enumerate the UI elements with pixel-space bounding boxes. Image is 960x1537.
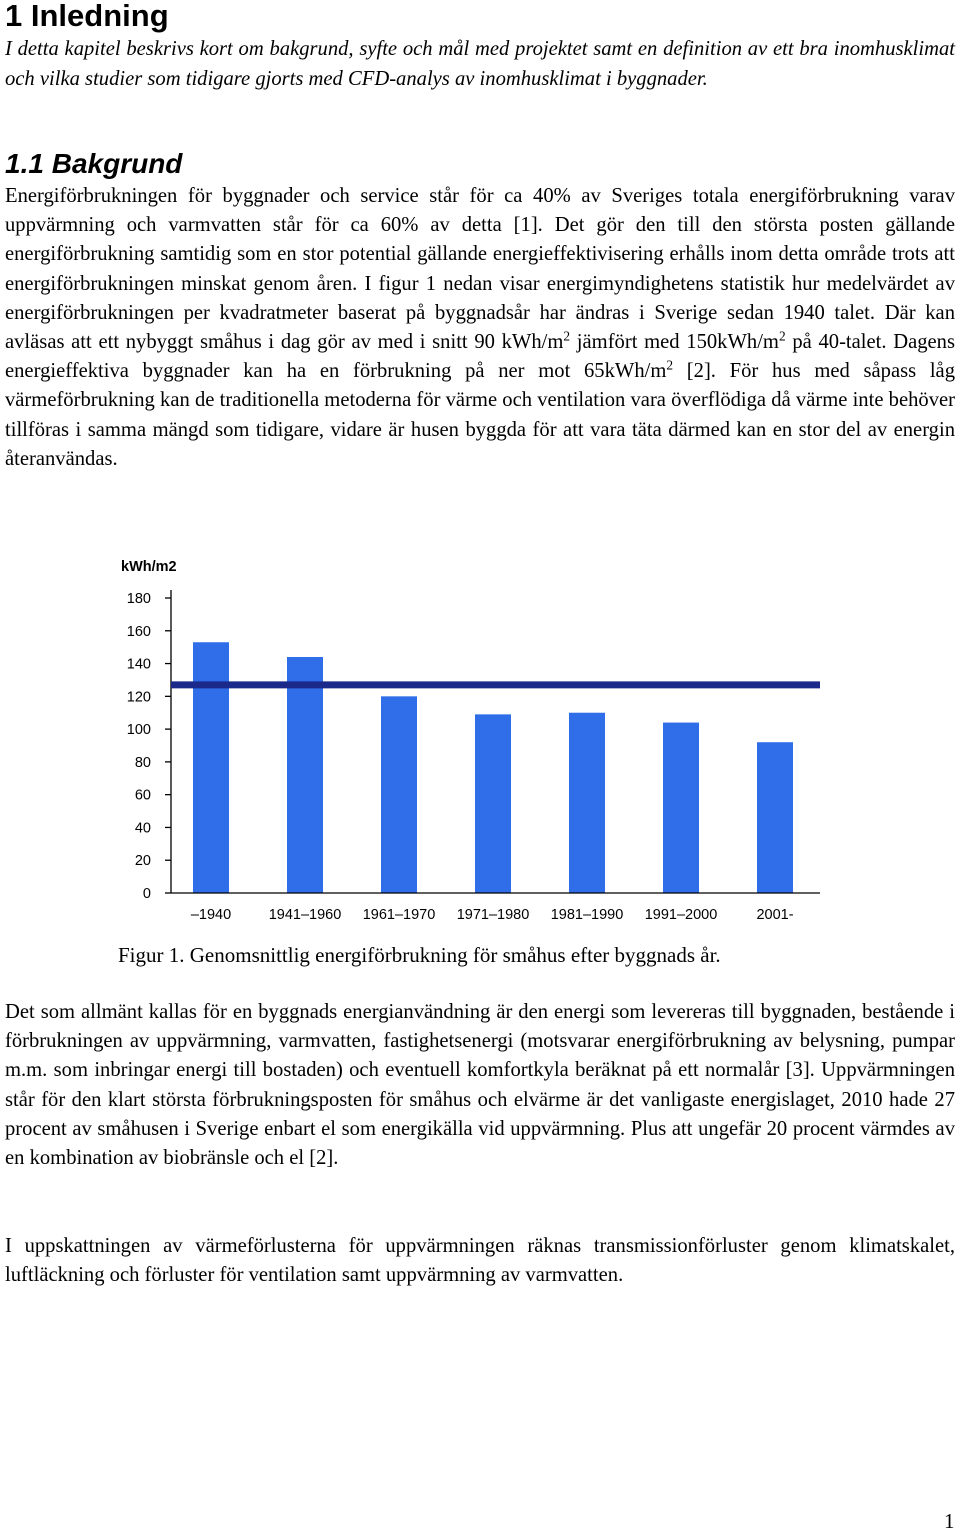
bar	[757, 742, 793, 893]
paragraph-energy-use: Det som allmänt kallas för en byggnads energianvändning är den energi som levereras till byggnaden, bestående i förbrukningen av uppvärmning, varmvatten, fastighetsenergi (motsvarar energiförbrukning av belysning, pumpar m.m. som inbringar energi till bostaden) och eventuell komfortkyla beräknat på ett normalår [3]. Uppvärmningen står för den klart största förbrukningsposten för småhus och elvärme är det vanligaste energislaget, 2010 hade 27 procent av småhusen i Sverige enbart el som energikälla vid uppvärmning. Plus att ungefär 20 procent värmdes av en kombination av biobränsle och el [2].	[5, 1001, 955, 1170]
section-number: 1.1	[5, 148, 44, 179]
chapter-intro: I detta kapitel beskrivs kort om bakgrund, syfte och mål med projektet samt en definition av ett bra inomhusklimat och vilka studier som tidigare gjorts med CFD-analys av inomhusklimat i byggnader.	[5, 38, 955, 90]
y-tick-label: 80	[134, 754, 151, 771]
y-tick-label: 60	[134, 787, 151, 804]
y-tick-label: 160	[126, 623, 151, 640]
paragraph-text: Energiförbrukningen för byggnader och service står för ca 40% av Sveriges totala energiförbrukning varav uppvärmning och varmvatten står för ca 60% av detta [1]. Det gör den till den största posten gällande energiförbrukning samtidig som en stor potential gällande energieffektivisering erhålls inom detta område trots att energiförbrukningen minskat genom åren. I figur 1 nedan visar energimyndighetens statistik hur medelvärdet av energiförbrukningen per kvadratmeter baserat på byggnadsår har ändras i Sverige sedan 1940 talet. Där kan avläsas att ett nybyggt småhus i dag gör av med i snitt 90 kWh/m	[5, 185, 955, 354]
bars	[193, 642, 793, 893]
x-tick-label: 1971–1980	[456, 907, 530, 923]
bar	[569, 713, 605, 893]
y-ticks	[127, 591, 171, 902]
figure-caption: Figur 1. Genomsnittlig energiförbrukning för småhus efter byggnads år.	[118, 943, 721, 967]
chapter-title: Inledning	[30, 0, 169, 33]
y-tick-label: 0	[142, 886, 151, 902]
page-number: 1	[944, 1509, 955, 1533]
section-title: Bakgrund	[51, 148, 183, 179]
superscript: 2	[563, 328, 571, 344]
y-tick-label: 120	[126, 689, 151, 706]
paragraph-text: [2]. För hus med såpass låg värmeförbrukning kan de traditionella metoderna för värme och ventilation vara överflödiga då värme inte behöver tillföras i samma mängd som tidigare, vidare är husen byggda för att vara täta därmed kan en stor del av energin återanvändas.	[5, 360, 955, 470]
superscript: 2	[666, 357, 674, 373]
superscript: 2	[778, 328, 786, 344]
y-tick-label: 180	[126, 591, 151, 607]
x-tick-label: 2001-	[756, 907, 794, 923]
x-tick-label: 1941–1960	[268, 907, 342, 923]
y-tick-label: 40	[134, 820, 151, 837]
x-tick-label: 1961–1970	[362, 907, 436, 923]
x-tick-label: 1981–1990	[550, 907, 624, 923]
paragraph-text: jämfört med 150kWh/m	[570, 331, 779, 354]
chapter-number: 1	[5, 0, 23, 33]
x-tick-labels	[191, 907, 794, 923]
bar	[663, 723, 699, 893]
y-tick-label: 140	[126, 656, 151, 673]
bar	[193, 642, 229, 893]
y-axis-label: kWh/m2	[121, 559, 177, 575]
x-tick-label: –1940	[190, 907, 232, 923]
y-tick-label: 100	[126, 722, 151, 739]
y-tick-label: 20	[134, 853, 151, 870]
bar	[475, 714, 511, 893]
paragraph-text: på 40-talet. Dagens energieffektiva byggnader kan ha en förbrukning på ner mot 65kWh/m	[5, 331, 955, 383]
paragraph-heat-loss: I uppskattningen av värmeförlusterna för uppvärmningen räknas transmissionförluster genom klimatskalet, luftläckning och förluster för ventilation samt uppvärmning av varmvatten.	[5, 1235, 955, 1287]
x-tick-label: 1991–2000	[644, 907, 718, 923]
bar	[287, 657, 323, 893]
bar	[381, 696, 417, 893]
